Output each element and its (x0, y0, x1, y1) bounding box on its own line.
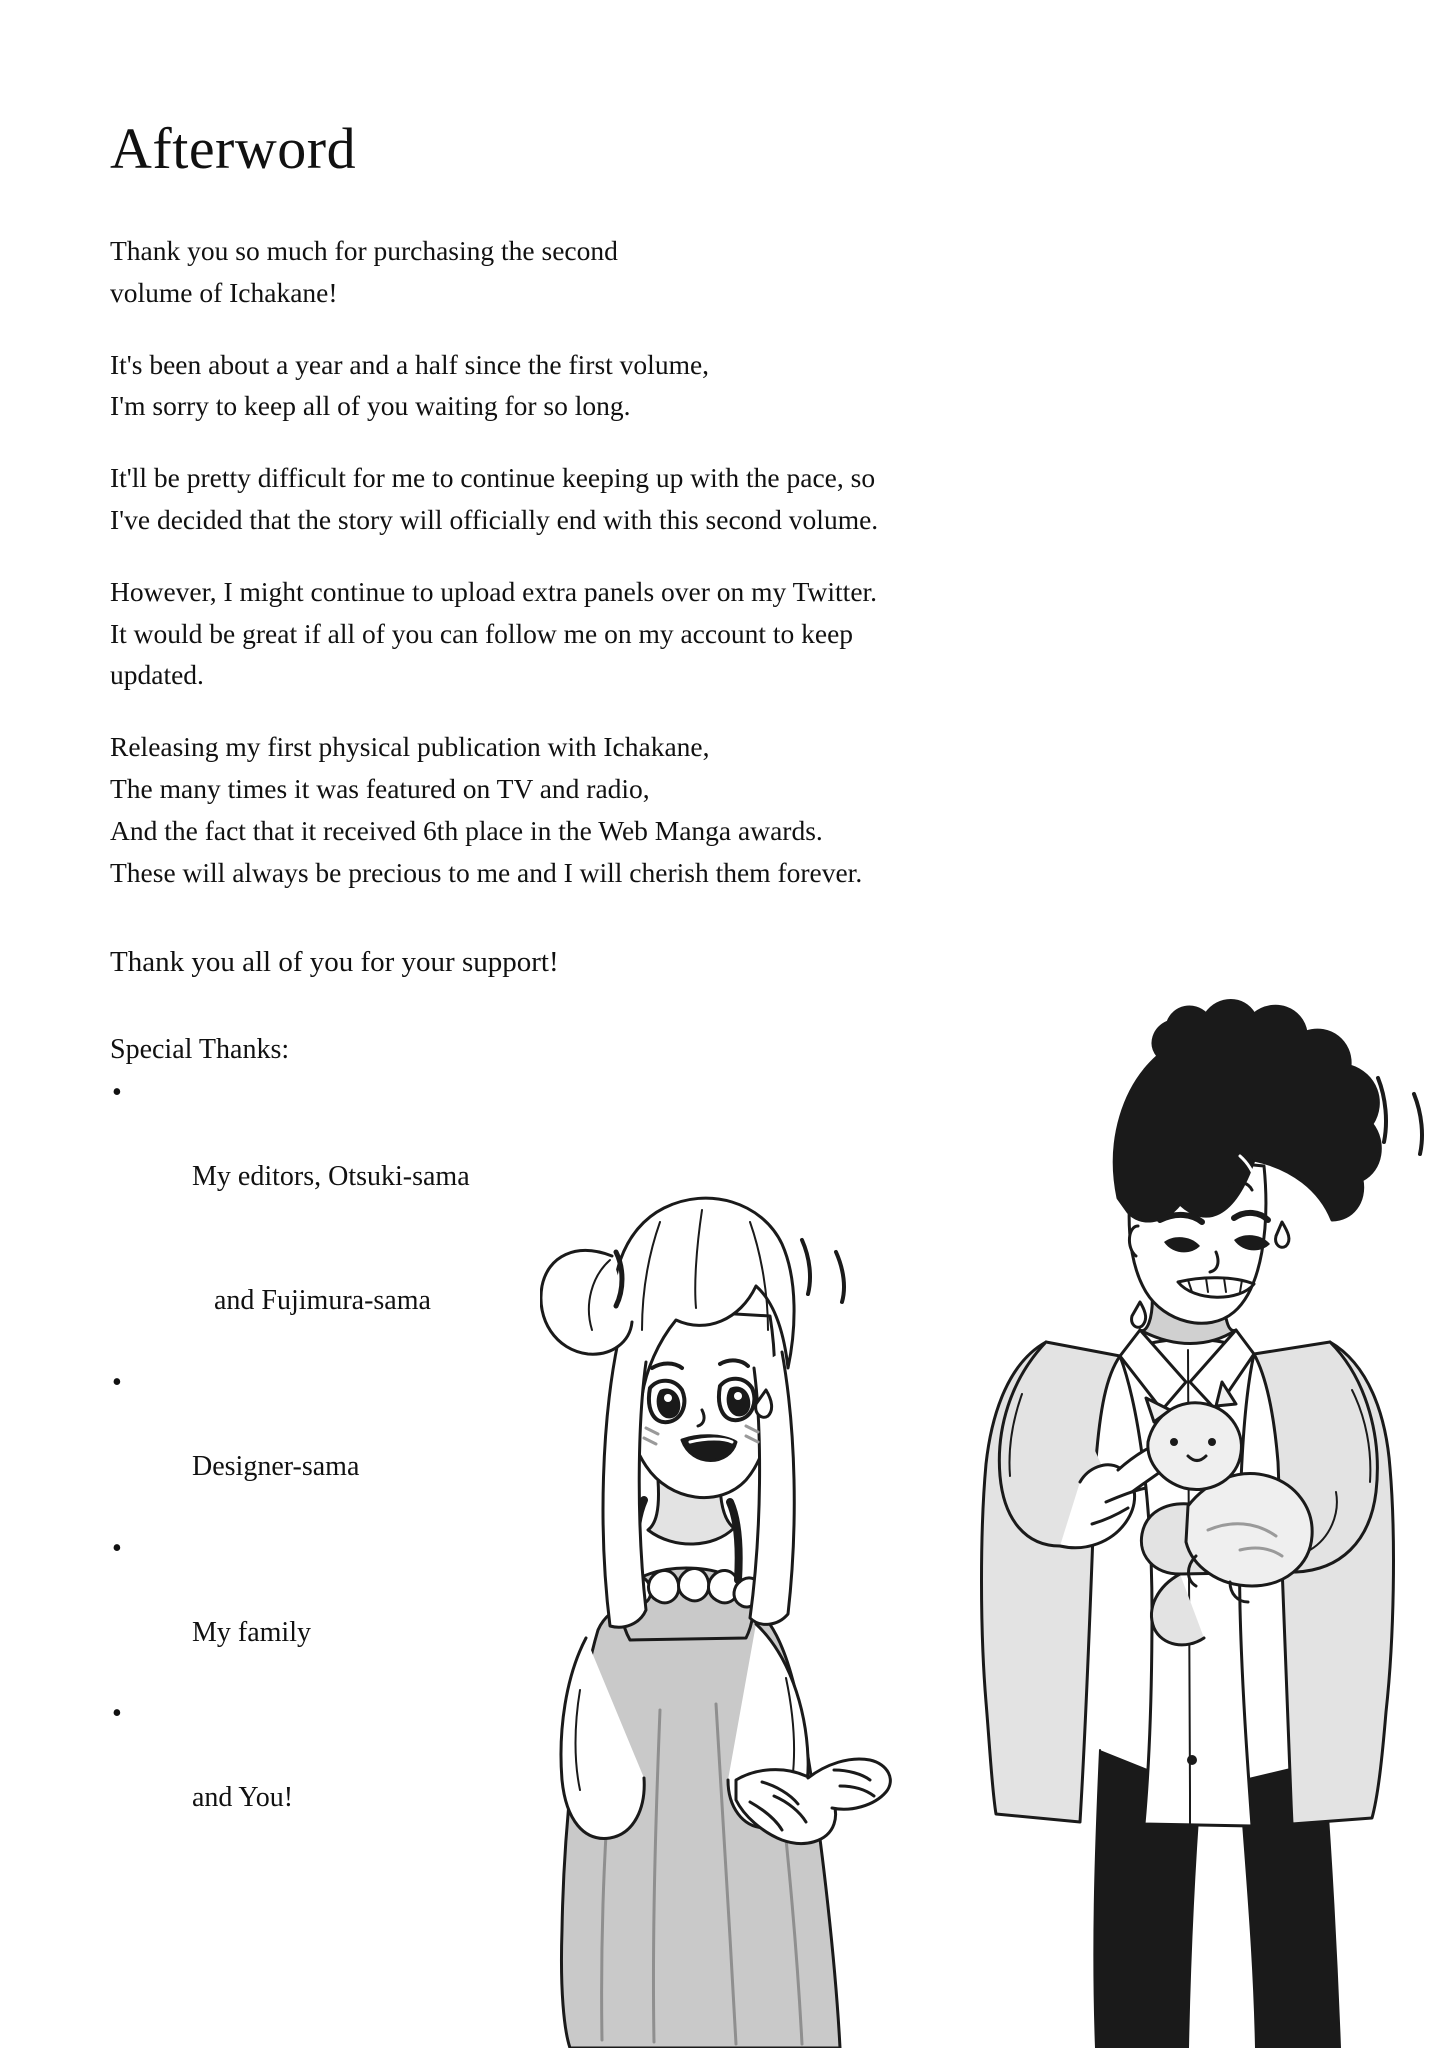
paragraph-1 (110, 230, 1240, 314)
special-thanks-list (110, 1073, 1250, 1860)
paragraph-2-line-1: It's been about a year and a half since the first volume, (110, 348, 710, 380)
paragraph-1-line-1: Thank you so much for purchasing the second (110, 235, 618, 266)
paragraph-5 (110, 726, 1240, 893)
list-item-label: My editors, Otsuki-sama (192, 1160, 470, 1192)
list-item (110, 1363, 1250, 1529)
paragraph-4 (110, 571, 1240, 696)
paragraph-2 (110, 344, 1240, 428)
bullet-icon: • (112, 1076, 122, 1108)
paragraph-5-line-1: Releasing my first physical publication with Ichakane, (110, 731, 710, 763)
list-item (110, 1529, 1250, 1695)
list-item-label: Designer-sama (192, 1450, 360, 1482)
paragraph-5-line-2: The many times it was featured on TV and radio, (110, 772, 650, 804)
closing-line-1: Thank you all of you (110, 946, 354, 979)
paragraph-5-line-3: And the fact that it received 6th place in the Web Manga awards. (110, 814, 823, 846)
paragraph-3-line-2: I've decided that the story will officially end with this second volume. (110, 503, 879, 535)
afterword-content (110, 116, 1250, 1860)
special-thanks-heading: Special Thanks: (110, 1033, 290, 1065)
list-item-label: My family (192, 1616, 311, 1648)
bullet-icon: • (112, 1698, 122, 1730)
bullet-icon: • (112, 1532, 122, 1564)
closing-line-2: for your support! (360, 946, 559, 979)
paragraph-1-line-2: volume of Ichakane! (110, 276, 338, 308)
paragraph-4-line-3: updated. (110, 659, 204, 691)
list-item (110, 1073, 1250, 1239)
page-title: Afterword (110, 116, 357, 181)
paragraph-4-line-2: It would be great if all of you can follow me on my account to keep (110, 617, 854, 649)
paragraph-5-line-4: These will always be precious to me and I will cherish them forever. (110, 856, 863, 888)
list-item-label: and Fujimura-sama (214, 1285, 431, 1317)
paragraph-3 (110, 457, 1240, 541)
list-item (110, 1694, 1250, 1860)
bullet-icon: • (112, 1366, 122, 1398)
paragraph-3-line-1: It'll be pretty difficult for me to continue keeping up with the pace, so (110, 462, 876, 494)
paragraph-2-line-2: I'm sorry to keep all of you waiting for so long. (110, 390, 631, 422)
list-item-label: and You! (192, 1782, 294, 1814)
paragraph-4-line-1: However, I might continue to upload extra panels over on my Twitter. (110, 575, 878, 607)
closing-message (110, 941, 1250, 985)
list-item-continuation (110, 1239, 1250, 1363)
